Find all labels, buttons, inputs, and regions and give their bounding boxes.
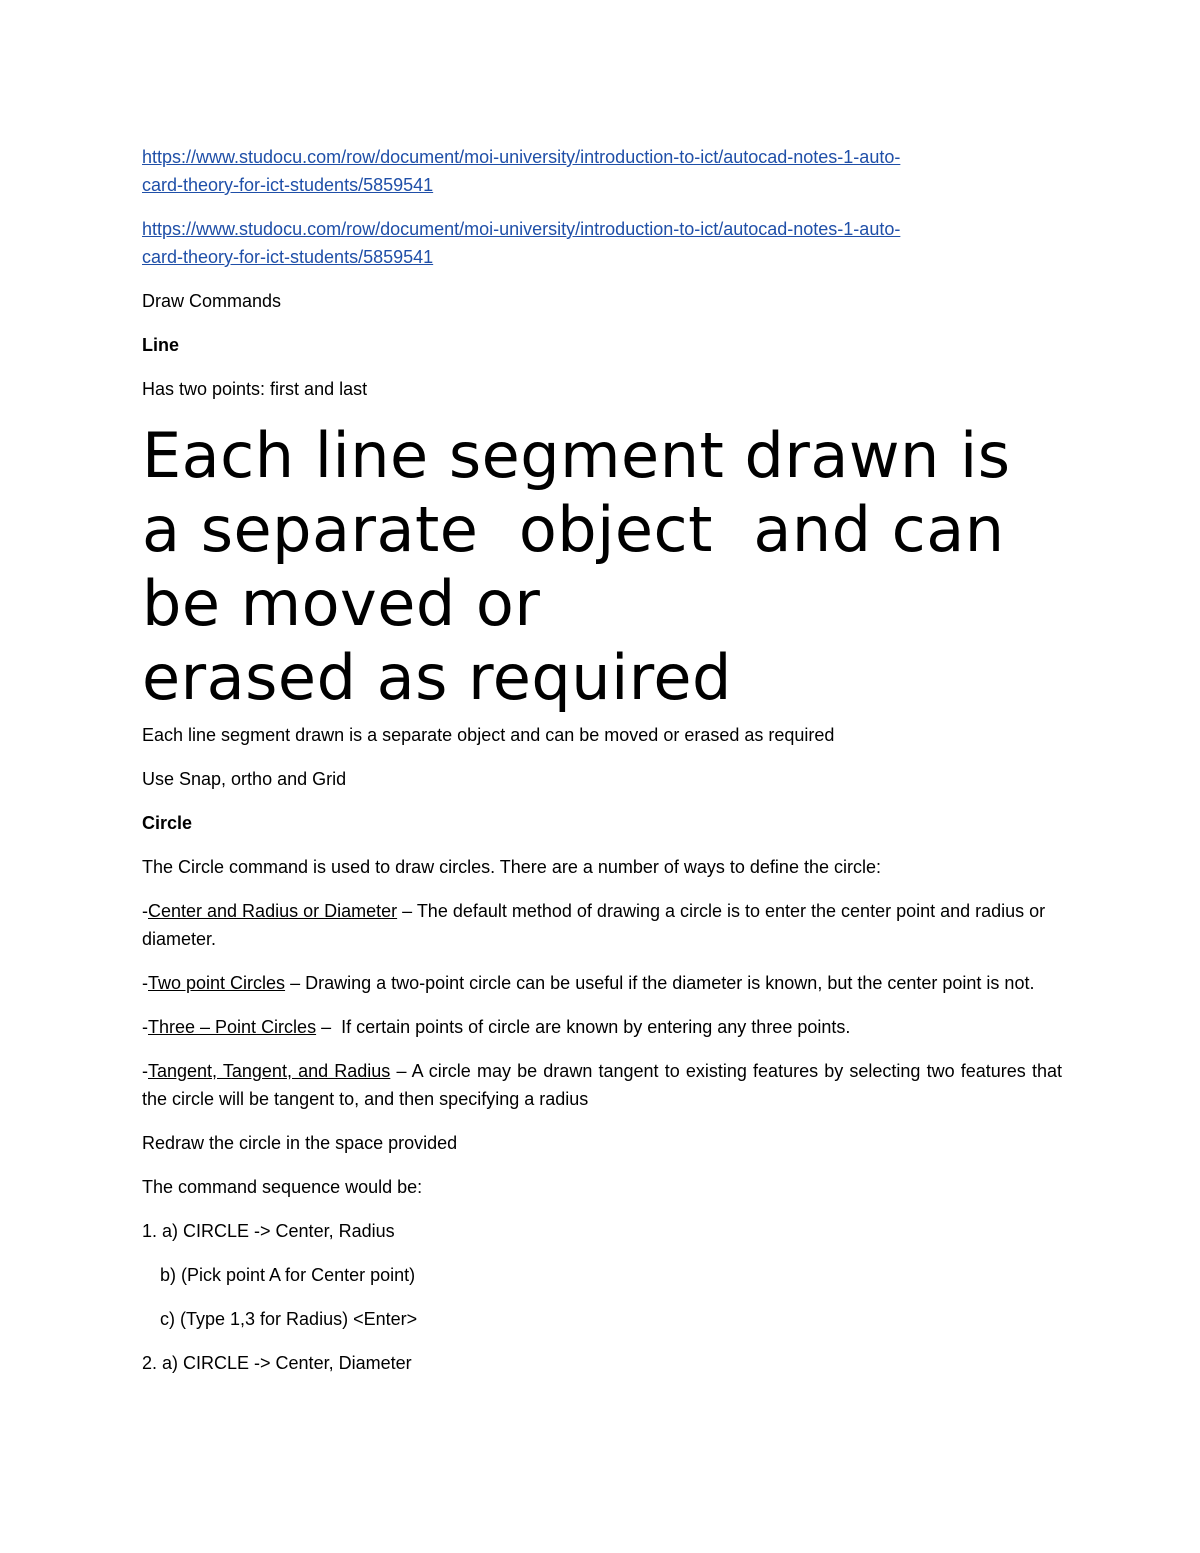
method-desc: – A circle may be drawn tangent to existing features by selecting two features that the circle will be tangent to, and then specifying a radius [142,1061,1062,1109]
use-snap-text: Use Snap, ortho and Grid [142,769,347,789]
large-text-line-3: be moved or [142,567,541,640]
method-prefix: - [142,973,148,993]
method-three-point [142,1013,1062,1041]
large-text-line-2: a separate object and can [142,493,1005,566]
line-segment-text: Each line segment drawn is a separate object and can be moved or erased as required [142,725,835,745]
method-tangent-tangent-radius [142,1057,1062,1113]
method-title: Center and Radius or Diameter [148,901,398,921]
reference-link-2 [142,215,1062,271]
large-text-line-4: erased as required [142,641,732,714]
step-1a: 1. a) CIRCLE -> Center, Radius [142,1221,395,1241]
reference-link-1 [142,143,1062,199]
url-link-1-line2[interactable]: card-theory-for-ict-students/5859541 [142,175,434,195]
method-prefix: - [142,1061,148,1081]
document-content [142,143,1062,1393]
line-heading: Line [142,335,180,355]
draw-commands-heading: Draw Commands [142,291,282,311]
method-prefix: - [142,901,148,921]
url-link-1-line1[interactable]: https://www.studocu.com/row/document/moi-university/introduction-to-ict/autocad-notes-1-auto- [142,147,901,167]
step-1b: b) (Pick point A for Center point) [160,1265,416,1285]
method-title: Two point Circles [148,973,286,993]
method-prefix: - [142,1017,148,1037]
method-two-point [142,969,1062,997]
redraw-text: Redraw the circle in the space provided [142,1133,458,1153]
url-link-2-line2[interactable]: card-theory-for-ict-students/5859541 [142,247,434,267]
large-line-segment-text [142,419,1062,715]
method-title: Three – Point Circles [148,1017,317,1037]
circle-heading: Circle [142,813,193,833]
method-desc: – If certain points of circle are known by entering any three points. [316,1017,851,1037]
line-points-text: Has two points: first and last [142,379,368,399]
url-link-2-line1[interactable]: https://www.studocu.com/row/document/moi-university/introduction-to-ict/autocad-notes-1-auto- [142,219,901,239]
step-2a: 2. a) CIRCLE -> Center, Diameter [142,1353,412,1373]
method-center-radius [142,897,1062,953]
large-text-line-1: Each line segment drawn is [142,419,1011,492]
sequence-intro-text: The command sequence would be: [142,1177,423,1197]
method-desc: – The default method of drawing a circle is to enter the center point and radius or diameter. [142,901,1046,949]
method-desc: – Drawing a two-point circle can be useful if the diameter is known, but the center point is not. [285,973,1035,993]
circle-intro-text: The Circle command is used to draw circles. There are a number of ways to define the circle: [142,857,881,877]
step-1c: c) (Type 1,3 for Radius) <Enter> [160,1309,418,1329]
method-title: Tangent, Tangent, and Radius [148,1061,391,1081]
